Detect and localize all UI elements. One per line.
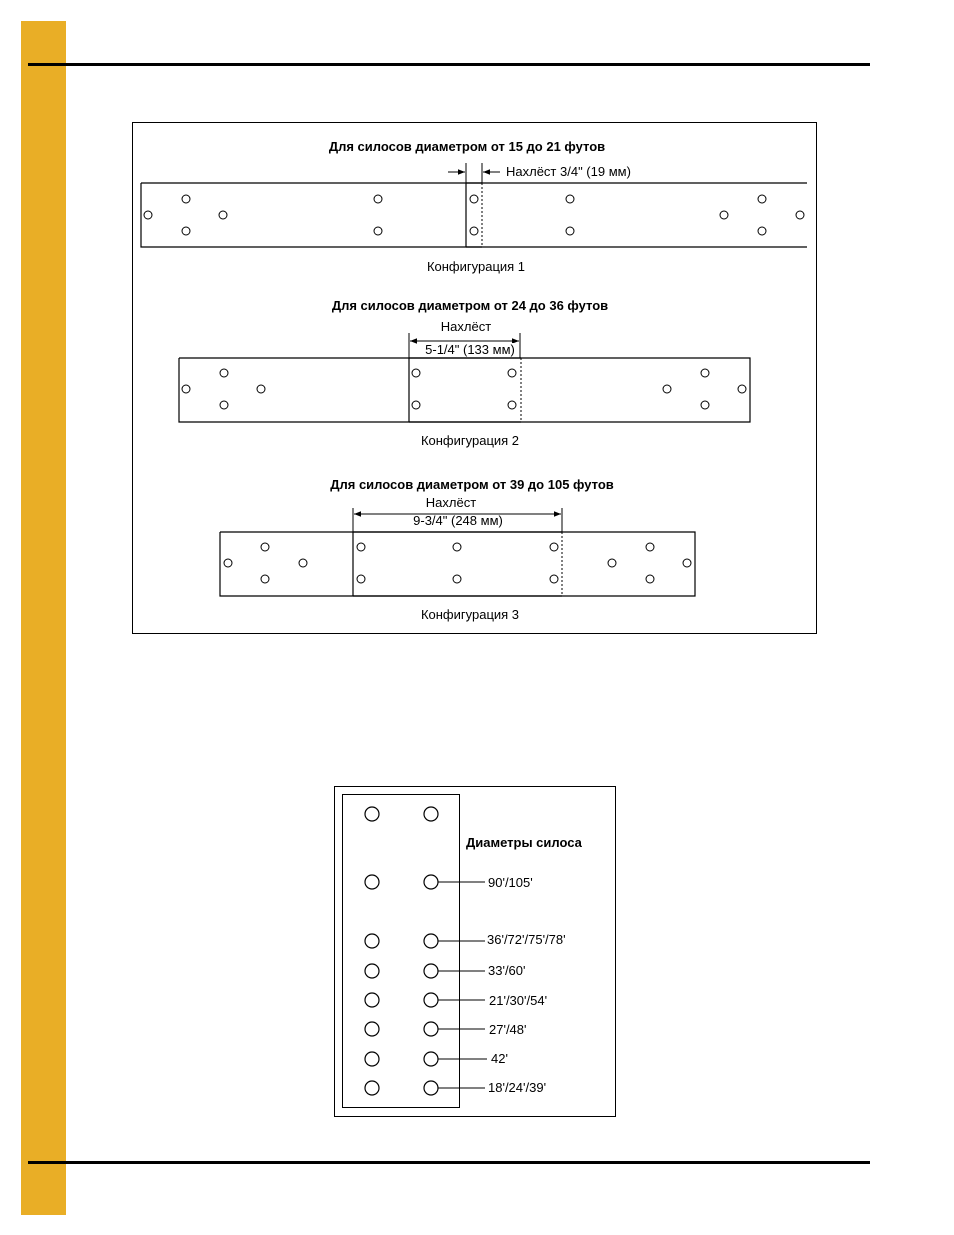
diameter-label: 90'/105': [488, 875, 533, 890]
hole: [182, 195, 190, 203]
hole: [663, 385, 671, 393]
hole: [646, 575, 654, 583]
diameter-label: 21'/30'/54': [489, 993, 548, 1008]
hole: [261, 575, 269, 583]
config3-panel-left: [220, 532, 562, 596]
hole: [424, 1052, 438, 1066]
hole: [261, 543, 269, 551]
hole: [412, 369, 420, 377]
hole: [550, 543, 558, 551]
hole: [646, 543, 654, 551]
config3-panel-right: [353, 532, 695, 596]
config2-panel-right: [409, 358, 750, 422]
diameter-label: 18'/24'/39': [488, 1080, 547, 1095]
hole: [508, 401, 516, 409]
config1-overlap-label: Нахлёст 3/4" (19 мм): [506, 164, 631, 179]
hole: [182, 385, 190, 393]
hole: [424, 1022, 438, 1036]
hole: [374, 227, 382, 235]
diameters-title: Диаметры силоса: [466, 835, 582, 850]
hole: [720, 211, 728, 219]
config2-caption: Конфигурация 2: [420, 433, 520, 448]
config1-panel-left: [141, 183, 482, 247]
hole: [357, 543, 365, 551]
hole: [424, 993, 438, 1007]
hole: [738, 385, 746, 393]
config3-caption: Конфигурация 3: [420, 607, 520, 622]
hole: [365, 934, 379, 948]
configuration-3: [220, 477, 695, 622]
config3-title: Для силосов диаметром от 39 до 105 футов: [330, 477, 614, 492]
hole: [424, 934, 438, 948]
hole: [453, 543, 461, 551]
diameter-label: 42': [491, 1051, 508, 1066]
hole: [365, 993, 379, 1007]
config1-title: Для силосов диаметром от 15 до 21 футов: [328, 139, 606, 154]
hole: [144, 211, 152, 219]
configuration-2: [179, 298, 750, 448]
hole: [219, 211, 227, 219]
hole: [508, 369, 516, 377]
diameter-label: 33'/60': [488, 963, 526, 978]
hole: [796, 211, 804, 219]
hole: [365, 1022, 379, 1036]
config3-overlap-label: Нахлёст: [425, 495, 477, 510]
diameter-label: 27'/48': [489, 1022, 527, 1037]
hole: [224, 559, 232, 567]
hole: [357, 575, 365, 583]
config1-panel-right: [466, 183, 807, 247]
hole: [566, 195, 574, 203]
diameters-figure: [335, 787, 616, 1117]
config2-panel-left: [179, 358, 521, 422]
hole: [220, 401, 228, 409]
hole: [365, 1081, 379, 1095]
diameter-label: 36'/72'/75'/78': [487, 932, 566, 947]
config2-overlap-label: Нахлёст: [440, 319, 492, 334]
hole: [608, 559, 616, 567]
config2-title: Для силосов диаметром от 24 до 36 футов: [331, 298, 609, 313]
config2-overlap-value: 5-1/4" (133 мм): [425, 342, 515, 357]
hole: [550, 575, 558, 583]
config3-overlap-value: 9-3/4" (248 мм): [413, 513, 503, 528]
hole: [424, 964, 438, 978]
hole: [424, 807, 438, 821]
hole: [424, 1081, 438, 1095]
hole: [683, 559, 691, 567]
hole: [257, 385, 265, 393]
hole: [758, 195, 766, 203]
hole: [365, 964, 379, 978]
hole: [470, 227, 478, 235]
config1-caption: Конфигурация 1: [426, 259, 526, 274]
hole: [220, 369, 228, 377]
hole: [424, 875, 438, 889]
hole: [701, 401, 709, 409]
hole: [566, 227, 574, 235]
hole: [365, 807, 379, 821]
diameters-panel: [343, 795, 460, 1108]
hole: [365, 875, 379, 889]
hole: [299, 559, 307, 567]
hole: [453, 575, 461, 583]
hole: [374, 195, 382, 203]
hole: [182, 227, 190, 235]
hole: [365, 1052, 379, 1066]
hole: [412, 401, 420, 409]
hole: [758, 227, 766, 235]
hole: [701, 369, 709, 377]
hole: [470, 195, 478, 203]
configuration-1: [141, 139, 807, 274]
